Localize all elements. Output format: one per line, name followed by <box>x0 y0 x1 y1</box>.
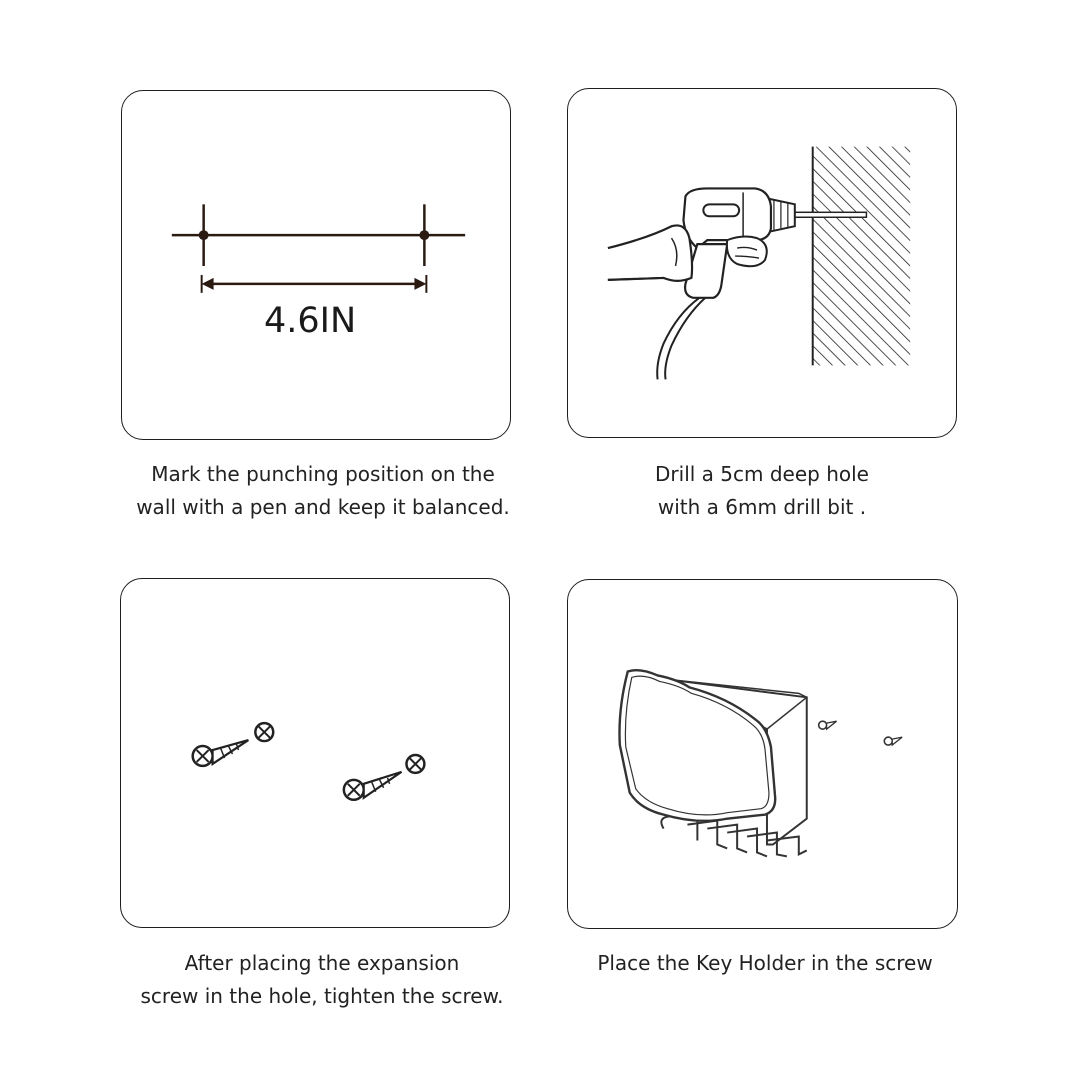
screw-icon <box>121 579 509 927</box>
step-4-caption <box>580 947 950 980</box>
measure-line-icon <box>122 91 510 439</box>
step-1-caption-line-1: Mark the punching position on the <box>151 462 495 486</box>
key-holder-icon <box>568 580 957 928</box>
measurement-label: 4.6IN <box>264 301 357 341</box>
step-2-caption <box>600 458 924 524</box>
step-4-panel <box>567 579 958 929</box>
step-2-caption-line-1: Drill a 5cm deep hole <box>655 462 869 486</box>
step-3-caption-line-1: After placing the expansion <box>184 951 460 975</box>
step-3-caption <box>120 947 524 1013</box>
step-2-panel <box>567 88 957 438</box>
drill-icon <box>568 89 956 437</box>
step-4-caption-line-1: Place the Key Holder in the screw <box>597 951 933 975</box>
step-3-panel <box>120 578 510 928</box>
step-3-caption-line-2: screw in the hole, tighten the screw. <box>140 984 504 1008</box>
step-1-caption <box>116 458 530 524</box>
step-2-caption-line-2: with a 6mm drill bit . <box>657 495 867 519</box>
step-1-caption-line-2: wall with a pen and keep it balanced. <box>136 495 510 519</box>
step-1-panel <box>121 90 511 440</box>
